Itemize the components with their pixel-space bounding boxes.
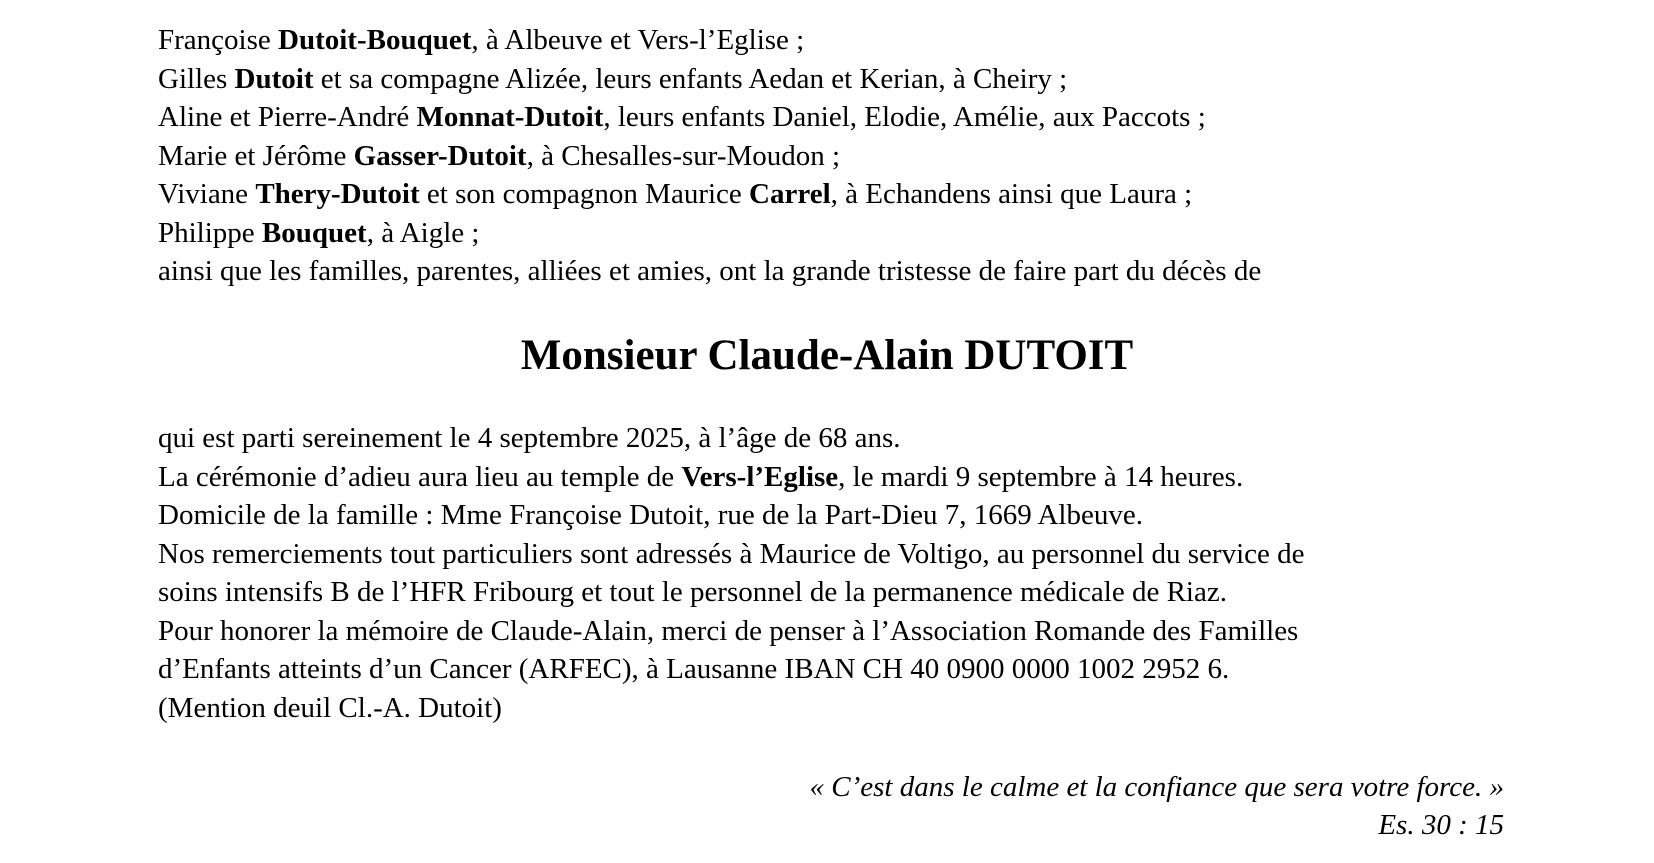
family-surname: Carrel bbox=[749, 178, 831, 210]
family-text: Gilles bbox=[158, 62, 235, 95]
ceremony-details bbox=[158, 419, 1518, 727]
family-surname: Bouquet bbox=[261, 216, 367, 249]
detail-line bbox=[158, 535, 1518, 574]
family-text: , à Echandens ainsi que Laura ; bbox=[830, 178, 1193, 210]
family-surname: Thery-Dutoit bbox=[255, 178, 420, 210]
family-text: , à Chesalles-sur-Moudon ; bbox=[526, 139, 841, 172]
family-text: et son compagnon Maurice bbox=[419, 178, 750, 210]
family-line bbox=[158, 21, 1518, 60]
detail-text: d’Enfants atteints d’un Cancer (ARFEC), à Lausanne IBAN CH 40 0900 0000 1002 2952 6. bbox=[158, 653, 1230, 685]
detail-text: Pour honorer la mémoire de Claude-Alain, merci de penser à l’Association Romande des Familles bbox=[158, 614, 1299, 647]
detail-line bbox=[158, 496, 1518, 535]
family-surname: Dutoit-Bouquet bbox=[278, 24, 472, 56]
family-text: , à Albeuve et Vers-l’Eglise ; bbox=[471, 24, 805, 56]
family-line bbox=[158, 175, 1518, 214]
announcement-line bbox=[158, 252, 1518, 291]
detail-text: La cérémonie d’adieu aura lieu au temple de bbox=[158, 460, 682, 493]
closing-quote: « C’est dans le calme et la confiance que sera votre force. » bbox=[809, 771, 1504, 803]
family-surname: Dutoit bbox=[234, 62, 314, 95]
family-line bbox=[158, 98, 1518, 137]
detail-text: Nos remerciements tout particuliers sont adressés à Maurice de Voltigo, au personnel du service de bbox=[158, 537, 1305, 570]
detail-text: (Mention deuil Cl.-A. Dutoit) bbox=[158, 691, 502, 724]
family-list bbox=[158, 21, 1518, 291]
family-text: Viviane bbox=[158, 178, 256, 210]
family-surname: Gasser-Dutoit bbox=[353, 139, 527, 172]
detail-text: soins intensifs B de l’HFR Fribourg et tout le personnel de la permanence médicale de Riaz. bbox=[158, 576, 1227, 608]
family-text: Marie et Jérôme bbox=[158, 139, 354, 172]
family-surname: Monnat-Dutoit bbox=[416, 101, 604, 133]
detail-line bbox=[158, 573, 1518, 612]
family-text: , à Aigle ; bbox=[366, 216, 480, 249]
family-text: Françoise bbox=[158, 24, 278, 56]
quote-reference: Es. 30 : 15 bbox=[1378, 809, 1504, 841]
announcement-text: ainsi que les familles, parentes, alliées et amies, ont la grande tristesse de faire part du décès de bbox=[158, 255, 1262, 287]
family-line bbox=[158, 214, 1518, 253]
family-text: , leurs enfants Daniel, Elodie, Amélie, aux Paccots ; bbox=[603, 101, 1206, 133]
family-text: Aline et Pierre-André bbox=[158, 101, 417, 133]
detail-line bbox=[158, 419, 1518, 458]
family-line bbox=[158, 137, 1518, 176]
detail-line bbox=[158, 458, 1518, 497]
family-text: Philippe bbox=[158, 216, 262, 249]
detail-line bbox=[158, 650, 1518, 689]
detail-text: qui est parti sereinement le 4 septembre 2025, à l’âge de 68 ans. bbox=[158, 422, 901, 454]
family-text: et sa compagne Alizée, leurs enfants Aedan et Kerian, à Cheiry ; bbox=[313, 62, 1068, 95]
ceremony-location: Vers-l’Eglise bbox=[681, 460, 839, 493]
detail-line bbox=[158, 689, 1518, 728]
deceased-name: Monsieur Claude-Alain DUTOIT bbox=[520, 332, 1134, 379]
family-line bbox=[158, 60, 1518, 99]
detail-line bbox=[158, 612, 1518, 651]
detail-text: , le mardi 9 septembre à 14 heures. bbox=[838, 460, 1244, 493]
detail-text: Domicile de la famille : Mme Françoise Dutoit, rue de la Part-Dieu 7, 1669 Albeuve. bbox=[158, 499, 1143, 531]
